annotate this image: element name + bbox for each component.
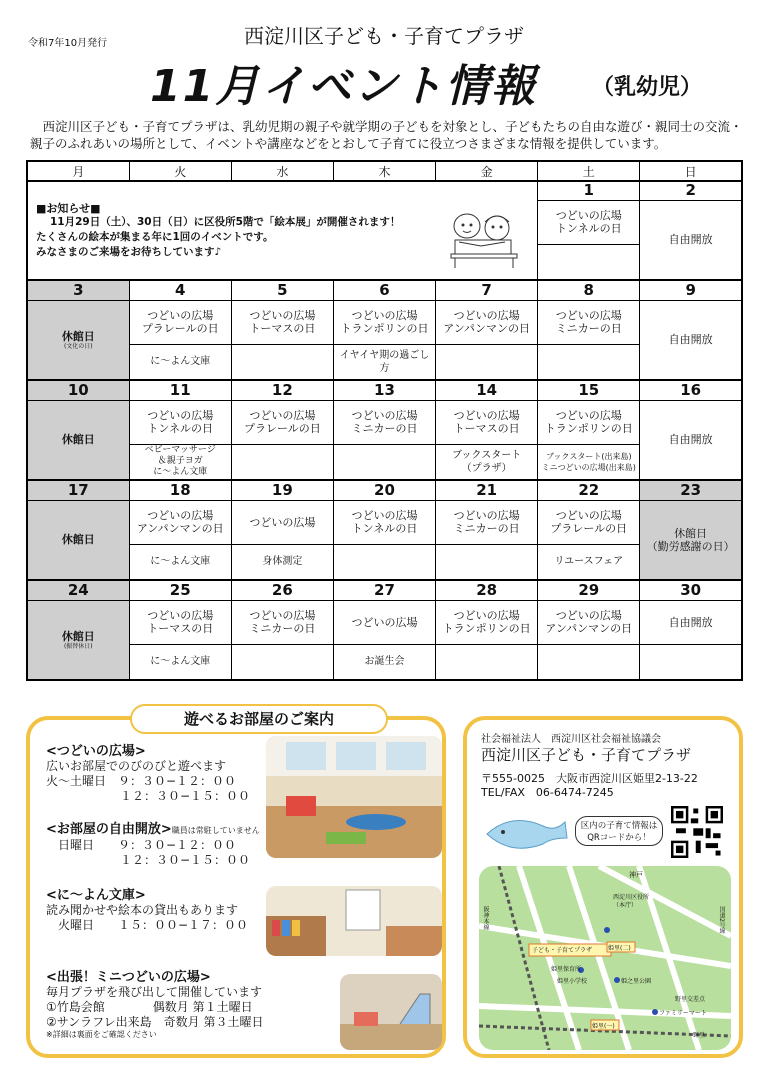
date-10: 10 [27,380,129,400]
tsudoi-title: <つどいの広場> [46,744,146,759]
weekday-sun: 日 [640,161,742,181]
extra-cell [538,344,640,380]
free-title: <お部屋の自由開放> [46,822,172,837]
date-20: 20 [333,480,435,500]
extra-cell: ブックスタート （プラザ） [436,444,538,480]
library-desc: 読み聞かせや絵本の貸出もあります [46,903,239,917]
extra-cell: リユースフェア [538,544,640,580]
mini-title: <出張！ミニつどいの広場> [46,970,211,985]
notice-line: たくさんの絵本が集まる年に1回のイベントです。 [36,230,274,243]
weekday-mon: 月 [27,161,129,181]
extra-cell [231,344,333,380]
weekday-header [27,161,742,181]
event-cell: つどいの広場 トンネルの日 [333,500,435,544]
map-label-nozato: 野里 [693,1032,706,1039]
event-cell: つどいの広場 トーマスの日 [231,300,333,344]
extra-cell [436,344,538,380]
event-cell: つどいの広場 トーマスの日 [129,600,231,644]
extra-cell [333,544,435,580]
map-label-himesato2: 姫里(二) [608,945,631,952]
extra-cell: に〜よん文庫 [129,544,231,580]
extra-cell [640,644,742,680]
event-cell: つどいの広場 ミニカーの日 [333,400,435,444]
closed-cell: 休館日 [27,500,129,580]
page-title: 11月イベント情報 [150,61,538,112]
extra-cell: イヤイヤ期の過ごし方 [333,344,435,380]
free-time: １２：３０−１５：００ [120,853,251,867]
tsudoi-section [46,744,250,804]
date-8: 8 [538,280,640,300]
closed-label: 休館日 [61,329,95,343]
extra-cell [333,444,435,480]
extra-cell [436,544,538,580]
extra-cell [231,644,333,680]
date-23: 23 [640,480,742,500]
date-28: 28 [436,580,538,600]
notice-title: ■お知らせ■ [36,201,101,215]
info-box [463,716,743,1058]
date-27: 27 [333,580,435,600]
location-map [479,866,731,1050]
date-3: 3 [27,280,129,300]
closed-cell [27,600,129,680]
mini-row: ②サンラフレ出来島 奇数月 第３土曜日 [46,1015,264,1029]
date-11: 11 [129,380,231,400]
event-cell: つどいの広場 [333,600,435,644]
extra-cell [538,244,640,280]
extra-cell [436,644,538,680]
event-cell: つどいの広場 ミニカーの日 [231,600,333,644]
extra-cell: ブックスタート(出来島) ミニつどいの広場(出来島) [538,444,640,480]
event-cell: つどいの広場 ミニカーの日 [436,500,538,544]
event-cell: つどいの広場 トンネルの日 [129,400,231,444]
playroom-photo [266,736,442,858]
event-calendar [26,160,743,681]
closed-cell [27,300,129,380]
event-cell: つどいの広場 プラレールの日 [538,500,640,544]
library-title: <に〜よん文庫> [46,888,146,903]
date-14: 14 [436,380,538,400]
date-19: 19 [231,480,333,500]
date-7: 7 [436,280,538,300]
map-label-ward-office: 西淀川区役所 （本庁） [613,894,650,909]
event-cell: つどいの広場 アンパンマンの日 [129,500,231,544]
free-note: 職員は常駐していません [171,826,260,835]
closed-cell: 休館日 [27,400,129,480]
map-label-park: 姫之里公園 [621,978,652,985]
map-label-kokudo: 国道2号線 [718,906,725,934]
address: 〒555-0025 大阪市西淀川区姫里2-13-22 [481,772,698,785]
map-label-plaza: 子ども・子育てプラザ [532,947,593,954]
page-subtitle: （乳幼児） [592,75,703,100]
intro-text: 西淀川区子ども・子育てプラザは、乳幼児期の親子や就学期の子どもを対象とし、子どもたちの自由な遊び・親同士の交流・親子のふれあいの場所として、イベントや講座などをとおして子育てに役立つさまざまな情報を提供しています。 [30,119,743,151]
date-9: 9 [640,280,742,300]
date-30: 30 [640,580,742,600]
mini-desc: 毎月プラザを飛び出して開催しています [46,985,263,999]
date-15: 15 [538,380,640,400]
date-22: 22 [538,480,640,500]
map-label-school: 姫里小学校 [557,978,588,985]
weekday-thu: 木 [333,161,435,181]
free-open-cell: 自由開放 [640,300,742,380]
event-cell: つどいの広場 トーマスの日 [436,400,538,444]
extra-cell: に〜よん文庫 [129,344,231,380]
date-21: 21 [436,480,538,500]
map-label-kobe: 神戸 [629,871,643,879]
extra-cell [231,444,333,480]
date-26: 26 [231,580,333,600]
notice-line: 11月29日（土）、30日（日）に区役所5階で「絵本展」が開催されます！ [50,215,401,228]
weekday-sat: 土 [538,161,640,181]
holiday-cell: 休館日 （勤労感謝の日） [640,500,742,580]
date-6: 6 [333,280,435,300]
closed-label: 休館日 [61,629,95,643]
free-open-cell: 自由開放 [640,400,742,480]
tsudoi-time: 火〜土曜日 ９：３０−１２：００ [46,774,237,788]
free-open-cell: 自由開放 [640,600,742,644]
date-5: 5 [231,280,333,300]
event-cell: つどいの広場 [231,500,333,544]
date-13: 13 [333,380,435,400]
tel-fax: TEL/FAX 06-6474-7245 [481,786,614,799]
weekday-fri: 金 [436,161,538,181]
date-24: 24 [27,580,129,600]
map-label-hanshin: 阪神本線 [482,906,489,930]
qr-callout: 区内の子育て情報は QRコードから！ [575,816,663,846]
date-17: 17 [27,480,129,500]
notice-line: みなさまのご来場をお待ちしています♪ [36,245,222,258]
mini-row: ①竹島会館 偶数月 第１土曜日 [46,1000,253,1014]
issue-date: 令和7年10月発行 [28,38,108,49]
event-cell: つどいの広場 アンパンマンの日 [538,600,640,644]
tsudoi-desc: 広いお部屋でのびのびと遊べます [46,759,227,773]
event-cell: つどいの広場 プラレールの日 [231,400,333,444]
closed-note: (振替休日) [63,642,93,650]
corp-name: 社会福祉法人 西淀川区社会福祉協議会 [481,734,661,745]
date-29: 29 [538,580,640,600]
event-cell: つどいの広場 トランポリンの日 [333,300,435,344]
weekday-wed: 水 [231,161,333,181]
mini-section [46,970,264,1040]
library-photo [266,886,442,956]
date-16: 16 [640,380,742,400]
free-open-cell: 自由開放 [640,200,742,280]
extra-cell: ベビーマッサージ ＆親子ヨガ に〜よん文庫 [129,444,231,480]
weekday-tue: 火 [129,161,231,181]
qr-code-icon[interactable] [671,806,723,858]
event-cell: つどいの広場 トランポリンの日 [538,400,640,444]
tsudoi-time: １２：３０−１５：００ [120,789,251,803]
free-section [46,822,260,868]
rooms-guide-box [26,710,446,1058]
event-cell: つどいの広場 トンネルの日 [538,200,640,244]
date-1: 1 [538,181,640,200]
map-label-familymart: ファミリーマート [659,1010,707,1017]
mini-plaza-photo [340,974,442,1050]
notice-box [27,181,538,280]
date-25: 25 [129,580,231,600]
children-reading-illustration [445,210,523,270]
mini-note: ※詳細は裏面をご確認ください [46,1030,157,1039]
map-label-himesato1: 姫里(一) [592,1023,615,1030]
whale-illustration [481,808,571,858]
event-cell: つどいの広場 ミニカーの日 [538,300,640,344]
rooms-guide-heading: 遊べるお部屋のご案内 [130,704,388,734]
extra-cell: に〜よん文庫 [129,644,231,680]
date-18: 18 [129,480,231,500]
event-cell: つどいの広場 アンパンマンの日 [436,300,538,344]
map-label-nozato-cross: 野里交差点 [675,996,706,1003]
plaza-name: 西淀川区子ども・子育てプラザ [481,746,692,764]
org-title: 西淀川区子ども・子育てプラザ [244,24,524,48]
closed-note: (文化の日) [63,342,93,350]
extra-cell: お誕生会 [333,644,435,680]
event-cell: つどいの広場 プラレールの日 [129,300,231,344]
date-4: 4 [129,280,231,300]
library-section [46,888,248,933]
extra-cell [538,644,640,680]
date-12: 12 [231,380,333,400]
date-2: 2 [640,181,742,200]
event-cell: つどいの広場 トランポリンの日 [436,600,538,644]
library-time: 火曜日 １５：００−１７：００ [58,918,249,932]
map-label-nursery: 姫里保育所 [551,966,582,973]
extra-cell: 身体測定 [231,544,333,580]
free-time: 日曜日 ９：３０−１２：００ [58,838,237,852]
